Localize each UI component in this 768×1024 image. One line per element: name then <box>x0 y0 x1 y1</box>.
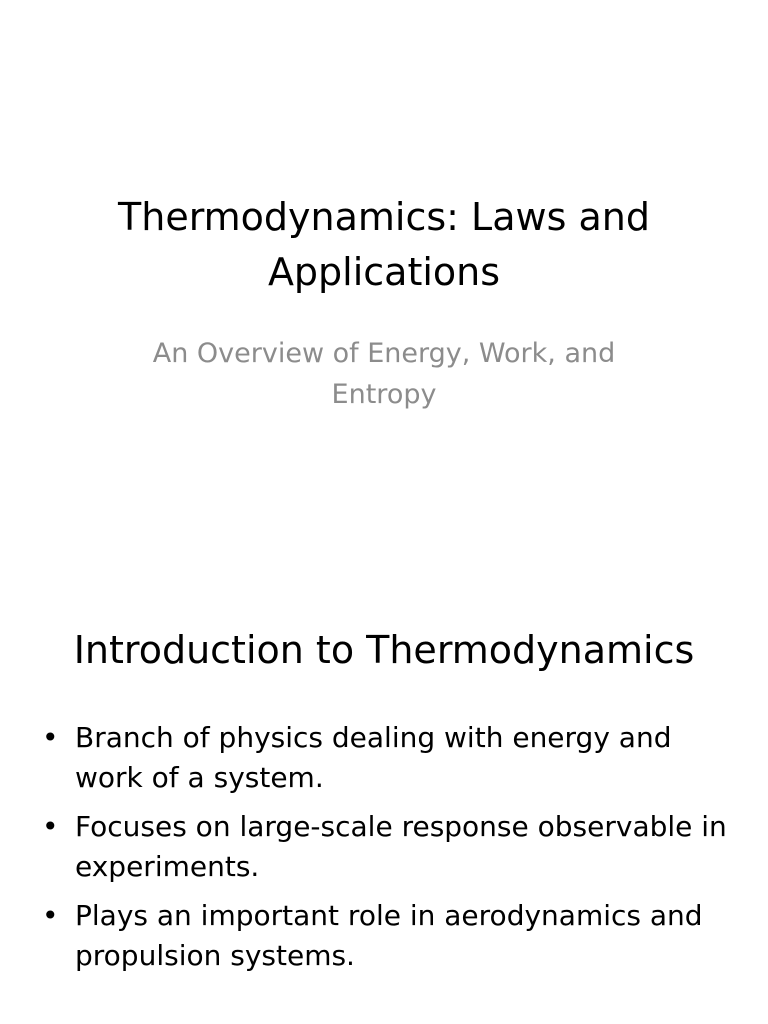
presentation-title: Thermodynamics: Laws and Applications <box>118 195 650 294</box>
slide-title: Introduction to Thermodynamics <box>73 628 695 672</box>
bullet-icon: • <box>42 810 59 843</box>
bullet-item <box>42 807 732 887</box>
bullet-icon: • <box>42 721 59 754</box>
bullet-icon: • <box>42 899 59 932</box>
bullet-list <box>42 718 732 985</box>
intro-slide <box>0 576 768 1024</box>
bullet-item <box>42 896 732 976</box>
bullet-item <box>42 718 732 798</box>
presentation-subtitle: An Overview of Energy, Work, and Entropy <box>152 338 616 410</box>
bullet-text: Plays an important role in aerodynamics and propulsion systems. <box>75 899 703 972</box>
bullet-text: Focuses on large-scale response observable in experiments. <box>75 810 727 883</box>
bullet-text: Branch of physics dealing with energy and work of a system. <box>75 721 672 794</box>
